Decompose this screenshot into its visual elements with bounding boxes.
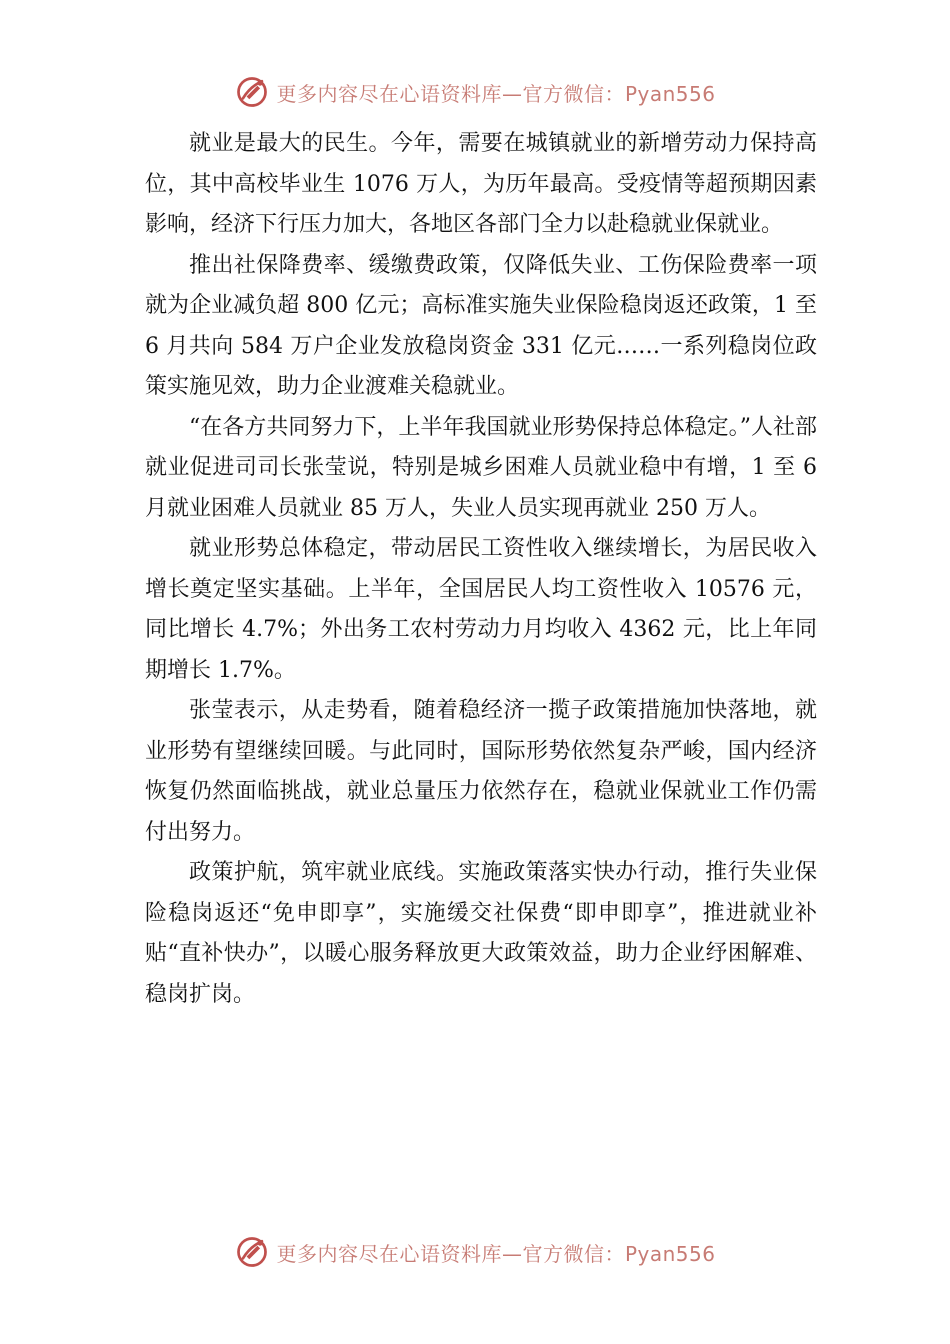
footer-banner-text: 更多内容尽在心语资料库—官方微信：Pyan556	[276, 1241, 716, 1266]
brand-logo-icon	[234, 1234, 270, 1270]
paragraph-2: 推出社保降费率、缓缴费政策，仅降低失业、工伤保险费率一项就为企业减负超 800 亿元；高标准实施失业保险稳岗返还政策，1 至 6 月共向 584 万户企业发放稳岗资金 331 亿元……一系列稳岗位政策实施见效，助力企业渡难关稳就业。	[145, 252, 817, 399]
paragraph-5: 张莹表示，从走势看，随着稳经济一揽子政策措施加快落地，就业形势有望继续回暖。与此同时，国际形势依然复杂严峻，国内经济恢复仍然面临挑战，就业总量压力依然存在，稳就业保就业工作仍需付出努力。	[145, 698, 817, 845]
paragraph-6: 政策护航，筑牢就业底线。实施政策落实快办行动，推行失业保险稳岗返还“免申即享”，实施缓交社保费“即申即享”，推进就业补贴“直补快办”，以暖心服务释放更大政策效益，助力企业纾困解难、稳岗扩岗。	[145, 860, 817, 1007]
brand-logo-icon	[234, 74, 270, 110]
paragraph-3: “在各方共同努力下，上半年我国就业形势保持总体稳定。”人社部就业促进司司长张莹说，特别是城乡困难人员就业稳中有增，1 至 6 月就业困难人员就业 85 万人，失业人员实现再就业 250 万人。	[145, 414, 817, 521]
article-body	[145, 124, 817, 1015]
paragraph-4: 就业形势总体稳定，带动居民工资性收入继续增长，为居民收入增长奠定坚实基础。上半年，全国居民人均工资性收入 10576 元，同比增长 4.7%；外出务工农村劳动力月均收入 4362 元，比上年同期增长 1.7%。	[145, 536, 817, 683]
paragraph-1: 就业是最大的民生。今年，需要在城镇就业的新增劳动力保持高位，其中高校毕业生 1076 万人，为历年最高。受疫情等超预期因素影响，经济下行压力加大，各地区各部门全力以赴稳就业保就业。	[145, 131, 817, 237]
footer-banner	[0, 1232, 950, 1272]
header-banner	[0, 72, 950, 112]
header-banner-text: 更多内容尽在心语资料库—官方微信：Pyan556	[276, 81, 716, 106]
